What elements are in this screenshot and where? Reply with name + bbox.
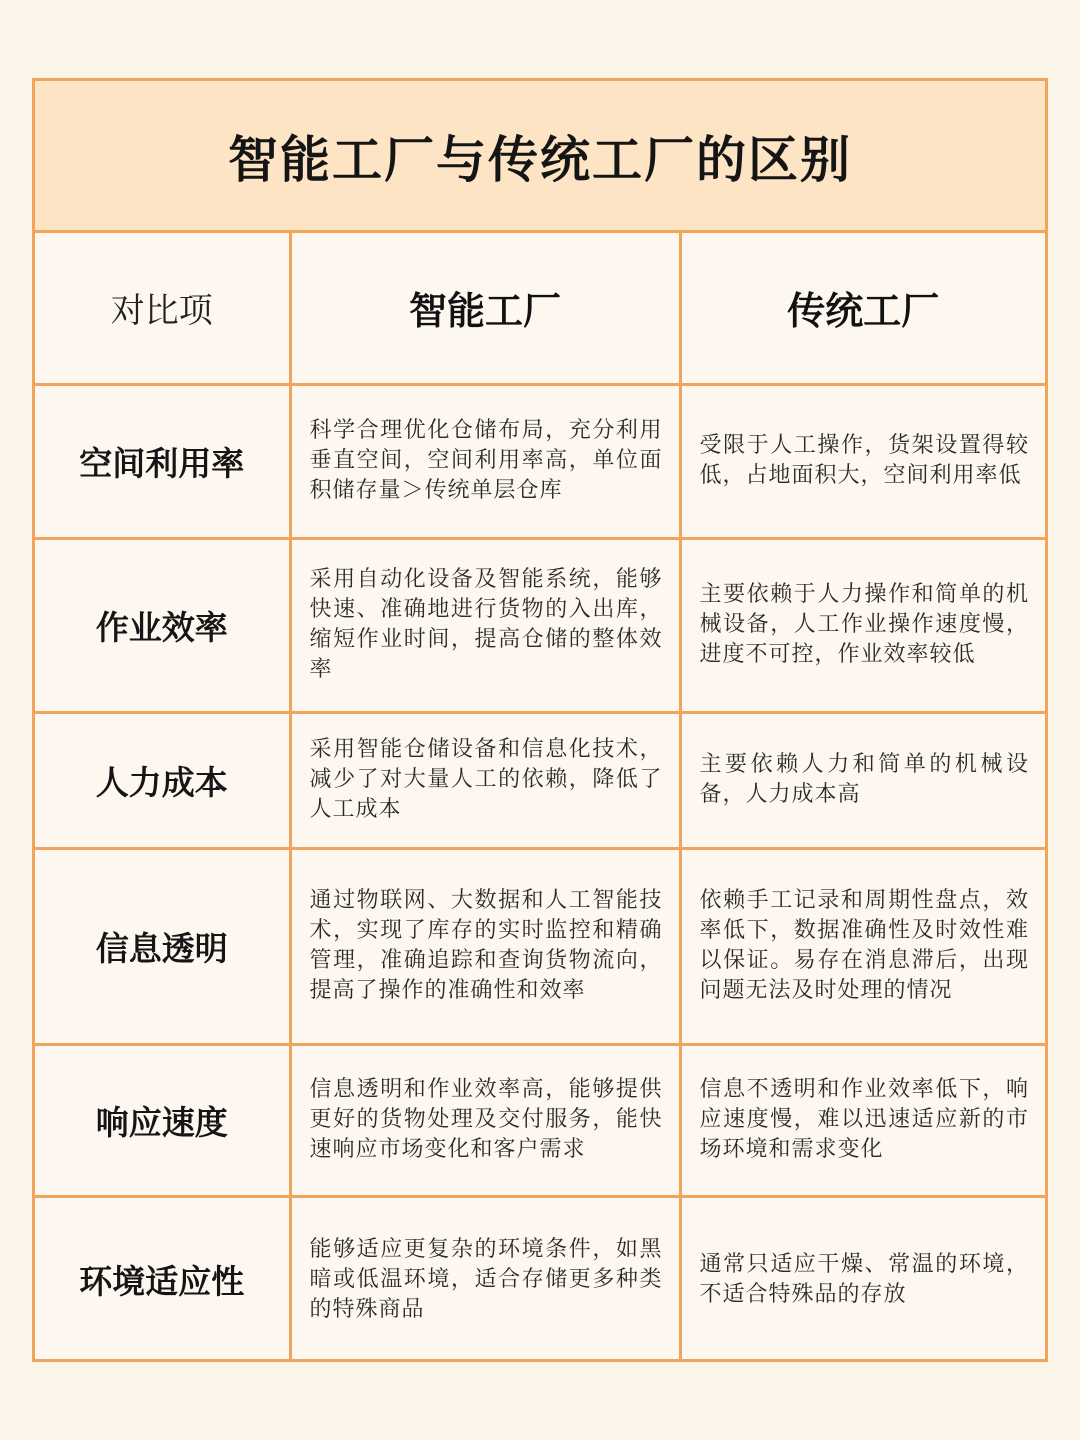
table-row [35,712,1045,848]
header-traditional-factory: 传统工厂 [680,233,1045,384]
row-label: 人力成本 [35,712,290,848]
table-row [35,538,1045,712]
traditional-factory-cell: 依赖手工记录和周期性盘点，效率低下，数据准确性及时效性难以保证。易存在消息滞后，出现问题无法及时处理的情况 [680,848,1045,1044]
smart-factory-cell: 通过物联网、大数据和人工智能技术，实现了库存的实时监控和精确管理，准确追踪和查询货物流向，提高了操作的准确性和效率 [290,848,680,1044]
smart-factory-cell: 能够适应更复杂的环境条件，如黑暗或低温环境，适合存储更多种类的特殊商品 [290,1196,680,1362]
traditional-factory-cell: 受限于人工操作，货架设置得较低，占地面积大，空间利用率低 [680,384,1045,538]
table-row [35,848,1045,1044]
row-label: 信息透明 [35,848,290,1044]
smart-factory-cell: 采用智能仓储设备和信息化技术，减少了对大量人工的依赖，降低了人工成本 [290,712,680,848]
traditional-factory-cell: 通常只适应干燥、常温的环境，不适合特殊品的存放 [699,1251,1029,1307]
row-label: 环境适应性 [35,1196,290,1362]
comparison-card [32,78,1048,1362]
header-smart-factory: 智能工厂 [290,233,680,384]
title-bar [35,81,1045,233]
row-label: 空间利用率 [35,384,290,538]
smart-factory-cell: 采用自动化设备及智能系统，能够快速、准确地进行货物的入出库，缩短作业时间，提高仓储的整体效率 [290,538,680,712]
header-comparison-item: 对比项 [35,233,290,384]
smart-factory-cell: 科学合理优化仓储布局，充分利用垂直空间，空间利用率高，单位面积储存量＞传统单层仓库 [290,384,680,538]
comparison-table [35,233,1045,1362]
traditional-factory-cell: 主要依赖人力和简单的机械设备，人力成本高 [680,712,1045,848]
traditional-factory-cell: 主要依赖于人力操作和简单的机械设备，人工作业操作速度慢，进度不可控，作业效率较低 [680,538,1045,712]
row-label: 响应速度 [35,1044,290,1196]
table-row [35,384,1045,538]
traditional-factory-cell: 信息不透明和作业效率低下，响应速度慢，难以迅速适应新的市场环境和需求变化 [680,1044,1045,1196]
smart-factory-cell: 信息透明和作业效率高，能够提供更好的货物处理及交付服务，能快速响应市场变化和客户需求 [290,1044,680,1196]
table-row [35,1044,1045,1196]
page-title: 智能工厂与传统工厂的区别 [228,130,852,189]
row-label: 作业效率 [35,538,290,712]
table-row [35,1196,1045,1362]
table-header-row [35,233,1045,384]
